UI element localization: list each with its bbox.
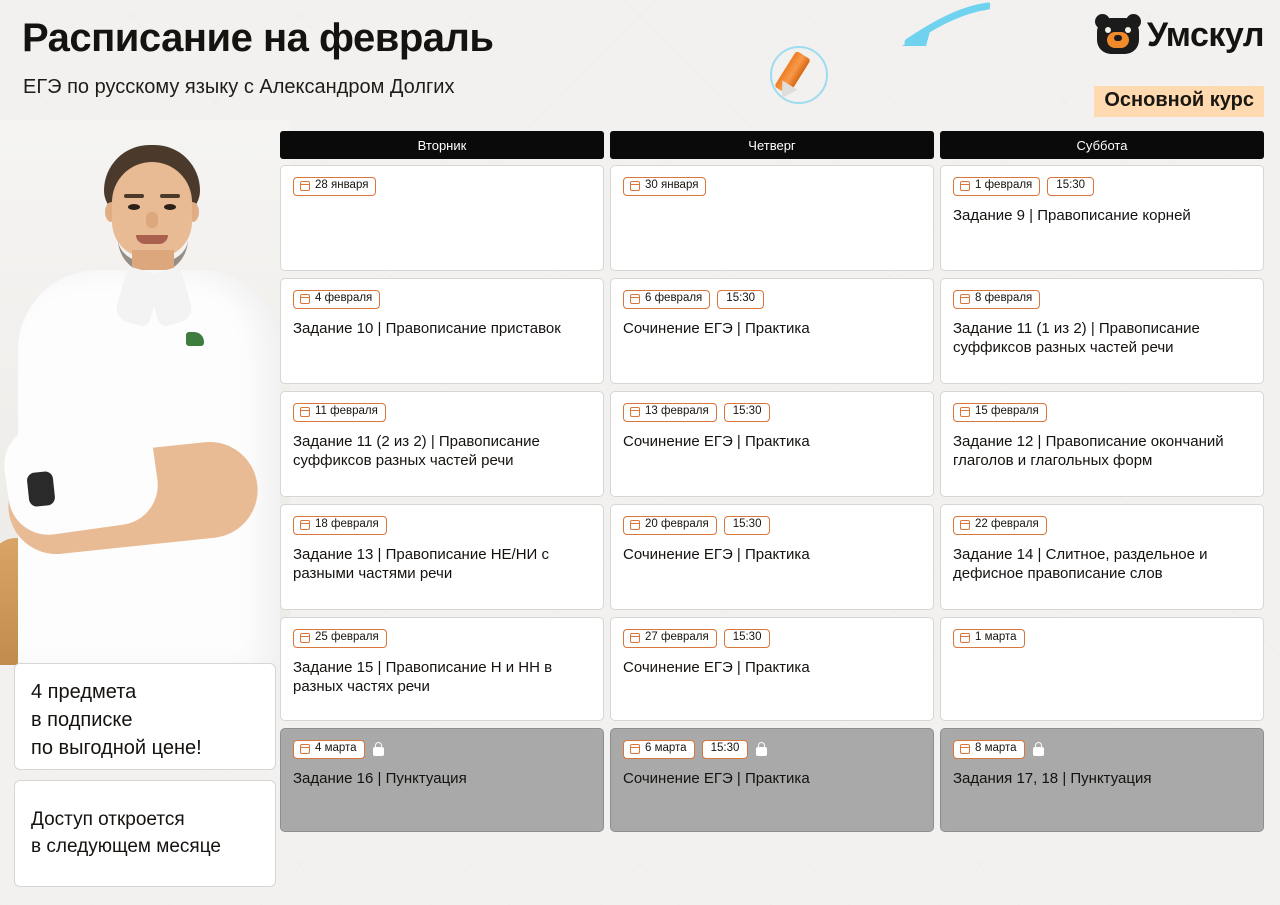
lesson-title: Задание 15 | Правописание Н и НН в разных частях речи: [293, 659, 553, 696]
schedule-row: [280, 165, 1266, 271]
promo-line: в следующем месяце: [31, 835, 221, 857]
lesson-title: Задание 13 | Правописание НЕ/НИ с разными частями речи: [293, 546, 549, 583]
date-chip: [623, 177, 706, 196]
date-chip: [293, 290, 380, 309]
schedule-row: [280, 391, 1266, 497]
course-badge: Основной курс: [1094, 86, 1264, 117]
schedule-cell[interactable]: [280, 278, 604, 384]
calendar-icon: [960, 181, 970, 191]
calendar-icon: [960, 294, 970, 304]
schedule-cell-locked[interactable]: [610, 728, 934, 832]
schedule-cell[interactable]: [610, 504, 934, 610]
date-label: 11 февраля: [315, 405, 378, 418]
schedule-cell[interactable]: [610, 391, 934, 497]
cell-chips: [623, 739, 921, 760]
bear-icon: [1095, 14, 1141, 56]
calendar-icon: [630, 407, 640, 417]
date-label: 15 февраля: [975, 405, 1039, 418]
lesson-title: Сочинение ЕГЭ | Практика: [623, 433, 810, 450]
date-chip: [293, 516, 387, 535]
schedule-cell-locked[interactable]: [940, 728, 1264, 832]
date-chip: [953, 403, 1047, 422]
date-label: 6 февраля: [645, 292, 703, 305]
lesson-title: Задания 17, 18 | Пунктуация: [953, 770, 1152, 787]
cell-chips: [953, 515, 1251, 536]
date-label: 30 января: [645, 179, 699, 192]
date-label: 4 марта: [315, 742, 357, 755]
page-subtitle: ЕГЭ по русскому языку с Александром Долгих: [23, 76, 455, 98]
schedule-cell[interactable]: [280, 504, 604, 610]
column-header-saturday: Суббота: [940, 131, 1264, 159]
brand-logo: [1095, 14, 1264, 56]
cell-chips: [953, 289, 1251, 310]
calendar-icon: [300, 744, 310, 754]
cell-chips: [623, 628, 921, 649]
time-chip: 15:30: [1047, 177, 1094, 196]
date-label: 20 февраля: [645, 518, 709, 531]
calendar-icon: [300, 520, 310, 530]
schedule-cell[interactable]: [610, 278, 934, 384]
date-chip: [953, 177, 1040, 196]
schedule-cell-locked[interactable]: [280, 728, 604, 832]
lesson-title: Сочинение ЕГЭ | Практика: [623, 320, 810, 337]
date-label: 8 марта: [975, 742, 1017, 755]
cell-chips: [623, 402, 921, 423]
date-chip: [623, 740, 695, 759]
time-chip: 15:30: [724, 403, 771, 422]
promo-line: по выгодной цене!: [31, 737, 202, 759]
schedule-cell[interactable]: [940, 617, 1264, 721]
page-title: Расписание на февраль: [22, 16, 494, 60]
schedule-cell[interactable]: [940, 278, 1264, 384]
calendar-icon: [630, 633, 640, 643]
lesson-title: Задание 16 | Пунктуация: [293, 770, 467, 787]
schedule-cell[interactable]: [280, 617, 604, 721]
date-chip: [623, 403, 717, 422]
schedule-row: [280, 504, 1266, 610]
calendar-icon: [960, 407, 970, 417]
date-chip: [293, 629, 387, 648]
brand-name: Умскул: [1146, 15, 1264, 54]
schedule-rows: [280, 165, 1266, 832]
schedule-grid: [280, 131, 1266, 839]
pencil-icon: [770, 46, 826, 104]
lock-icon: [372, 742, 385, 757]
column-header-thursday: Четверг: [610, 131, 934, 159]
column-headers: [280, 131, 1266, 159]
date-chip: [293, 403, 386, 422]
teacher-photo: [0, 120, 290, 665]
cell-chips: [623, 515, 921, 536]
time-chip: 15:30: [724, 629, 771, 648]
cell-chips: [623, 289, 921, 310]
calendar-icon: [630, 294, 640, 304]
schedule-cell[interactable]: [610, 617, 934, 721]
lesson-title: Задание 11 (2 из 2) | Правописание суффиксов разных частей речи: [293, 433, 540, 470]
lesson-title: Сочинение ЕГЭ | Практика: [623, 546, 810, 563]
cell-chips: [623, 176, 921, 197]
date-label: 1 марта: [975, 631, 1017, 644]
cell-chips: [953, 176, 1251, 197]
date-chip: [293, 177, 376, 196]
date-chip: [953, 516, 1047, 535]
schedule-cell[interactable]: [610, 165, 934, 271]
promo-card-access: [14, 780, 276, 887]
lesson-title: Задание 9 | Правописание корней: [953, 207, 1191, 224]
date-chip: [293, 740, 365, 759]
lesson-title: Сочинение ЕГЭ | Практика: [623, 659, 810, 676]
calendar-icon: [960, 520, 970, 530]
date-label: 1 февраля: [975, 179, 1033, 192]
date-label: 27 февраля: [645, 631, 709, 644]
date-chip: [953, 740, 1025, 759]
date-chip: [623, 629, 717, 648]
calendar-icon: [960, 633, 970, 643]
lesson-title: Задание 10 | Правописание приставок: [293, 320, 561, 337]
promo-line: Доступ откроется: [31, 809, 185, 830]
cell-chips: [953, 739, 1251, 760]
calendar-icon: [300, 407, 310, 417]
lock-icon: [1032, 742, 1045, 757]
date-label: 18 февраля: [315, 518, 379, 531]
schedule-row: [280, 728, 1266, 832]
lesson-title: Задание 14 | Слитное, раздельное и дефисное правописание слов: [953, 546, 1208, 583]
schedule-row: [280, 278, 1266, 384]
lesson-title: Задание 11 (1 из 2) | Правописание суффиксов разных частей речи: [953, 320, 1200, 357]
date-chip: [623, 516, 717, 535]
time-chip: 15:30: [724, 516, 771, 535]
schedule-cell[interactable]: [280, 165, 604, 271]
calendar-icon: [300, 181, 310, 191]
promo-line: 4 предмета: [31, 681, 137, 703]
date-chip: [953, 629, 1025, 648]
date-label: 22 февраля: [975, 518, 1039, 531]
lock-icon: [755, 742, 768, 757]
cell-chips: [293, 628, 591, 649]
date-label: 13 февраля: [645, 405, 709, 418]
calendar-icon: [300, 294, 310, 304]
date-label: 8 февраля: [975, 292, 1033, 305]
date-label: 4 февраля: [315, 292, 373, 305]
arrow-decoration: [840, 2, 990, 62]
calendar-icon: [300, 633, 310, 643]
calendar-icon: [630, 181, 640, 191]
schedule-cell[interactable]: [940, 504, 1264, 610]
date-label: 25 февраля: [315, 631, 379, 644]
column-header-tuesday: Вторник: [280, 131, 604, 159]
schedule-cell[interactable]: [280, 391, 604, 497]
date-chip: [623, 290, 710, 309]
lesson-title: Сочинение ЕГЭ | Практика: [623, 770, 810, 787]
time-chip: 15:30: [702, 740, 749, 759]
schedule-cell[interactable]: [940, 391, 1264, 497]
promo-card-subscription: [14, 663, 276, 770]
calendar-icon: [960, 744, 970, 754]
cell-chips: [293, 402, 591, 423]
cell-chips: [293, 515, 591, 536]
date-label: 6 марта: [645, 742, 687, 755]
cell-chips: [953, 402, 1251, 423]
cell-chips: [953, 628, 1251, 649]
time-chip: 15:30: [717, 290, 764, 309]
schedule-row: [280, 617, 1266, 721]
date-chip: [953, 290, 1040, 309]
calendar-icon: [630, 520, 640, 530]
cell-chips: [293, 176, 591, 197]
header: [0, 0, 1280, 125]
cell-chips: [293, 739, 591, 760]
date-label: 28 января: [315, 179, 369, 192]
promo-line: в подписке: [31, 709, 133, 731]
lesson-title: Задание 12 | Правописание окончаний глаголов и глагольных форм: [953, 433, 1224, 470]
calendar-icon: [630, 744, 640, 754]
schedule-cell[interactable]: [940, 165, 1264, 271]
cell-chips: [293, 289, 591, 310]
